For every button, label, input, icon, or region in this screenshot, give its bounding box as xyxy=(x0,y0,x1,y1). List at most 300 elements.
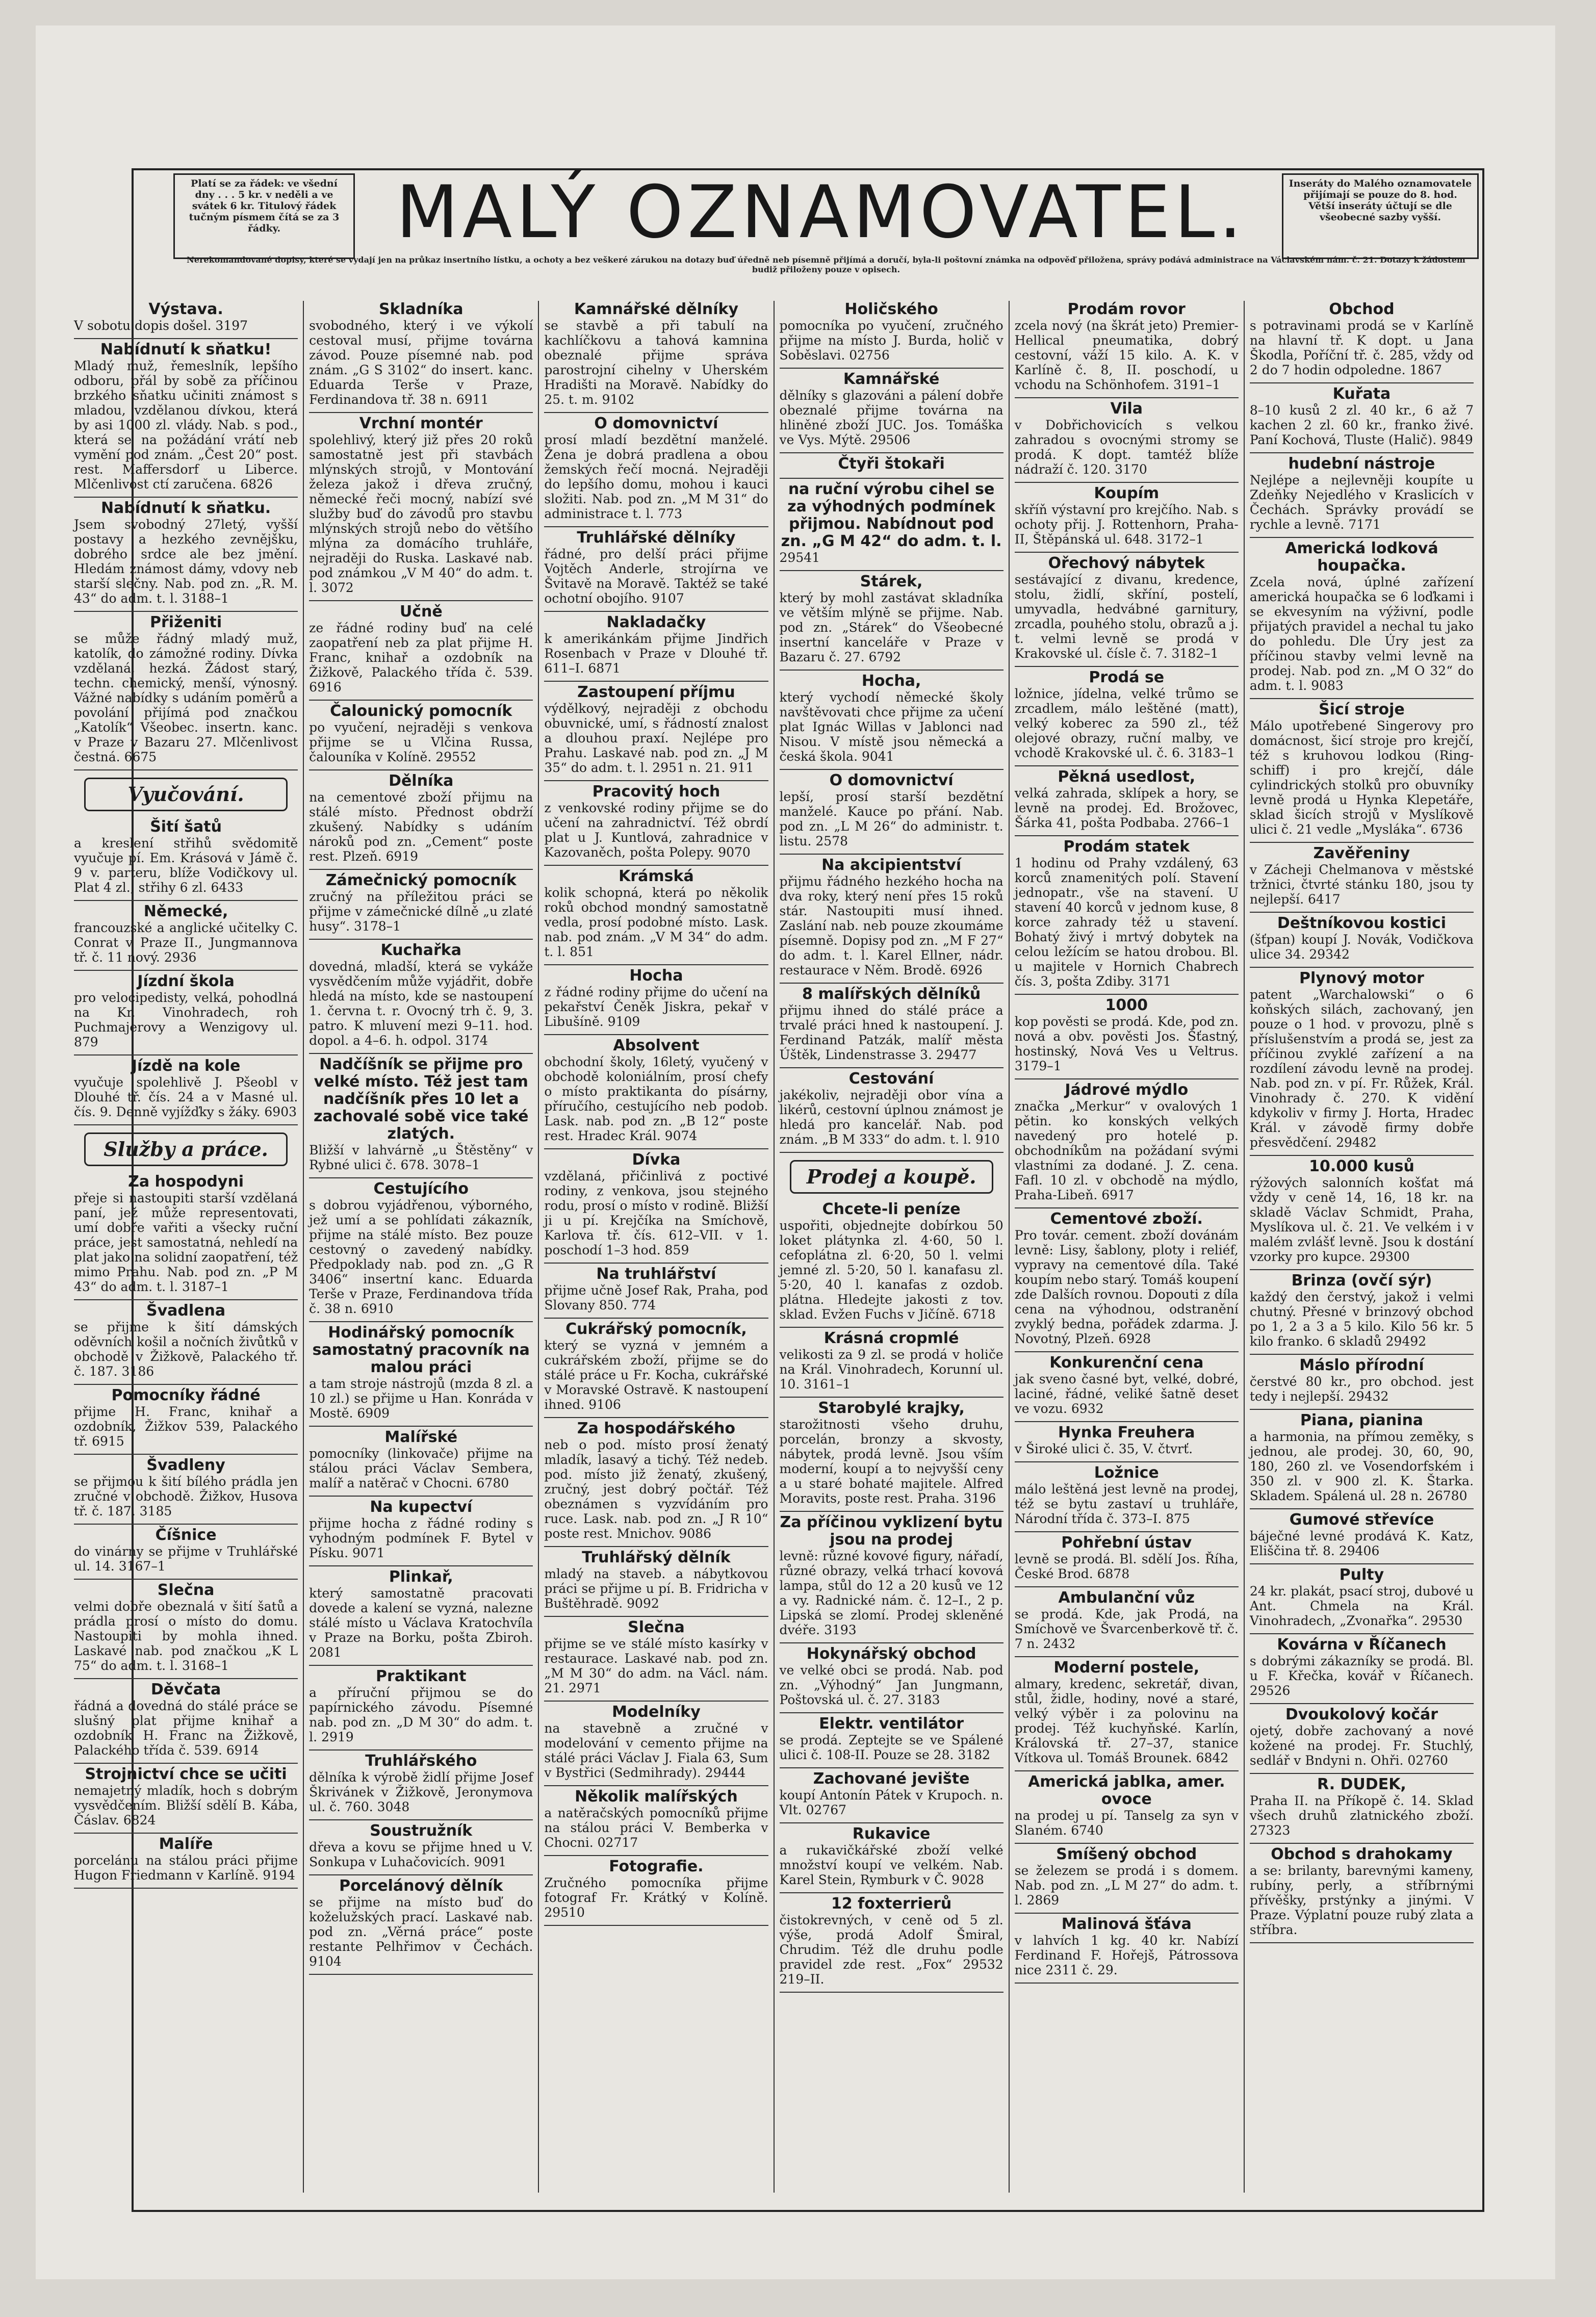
ad-divider xyxy=(309,939,533,940)
classified-ad xyxy=(1250,1566,1474,1628)
ad-divider xyxy=(309,1974,533,1975)
ad-heading: 10.000 kusů xyxy=(1309,1157,1414,1175)
ad-heading: Konkurenční cena xyxy=(1049,1354,1204,1372)
ad-heading: Ořechový nábytek xyxy=(1048,554,1205,572)
ad-divider xyxy=(1015,1421,1239,1422)
ad-text: 1 hodinu od Prahy vzdálený, 63 korců znamenitých polí. Stavení jednopatr., vše na stavení. U stavení 40 korců v jednom kuse, 8 korce zahrady též u stavení. Bohatý živý i mrtvý dobytek na celou ležícím se hatou drobou. Bl. u majitele v Hornich Chabrech čís. 3, pošta Zdiby. 3171 xyxy=(1014,856,1239,989)
ad-heading: Jízdní škola xyxy=(137,972,235,990)
ad-heading: Čtyři štokaři xyxy=(838,455,945,473)
ad-text: obchodní školy, 16letý, vyučený v obchodě koloniálním, prosí chefy o místo praktikanta do písárny, příručího, cestujícího neb podob. Lask. nab. pod zn. „B 12“ poste rest. Hradec Král. 9074 xyxy=(544,1054,768,1143)
ad-columns xyxy=(69,301,1479,2193)
ad-divider xyxy=(544,780,768,781)
ad-heading: na ruční výrobu cihel se za výhodných podmínek přijmou. Nabídnout pod zn. „G M 42“ do adm. t. l. xyxy=(781,480,1002,550)
ad-divider xyxy=(74,769,298,770)
ad-text: a tam stroje nástrojů (mzda 8 zl. a 10 zl.) se přijme u Han. Konráda v Mostě. 6909 xyxy=(309,1376,533,1421)
ad-text: mladý na staveb. a nábytkovou práci se přijme u pí. B. Fridricha v Buštěhradě. 9092 xyxy=(544,1566,768,1611)
ad-text: Nejlépe a nejlevněji koupíte u Zdeňky Nejedlého v Kraslicích v Čechách. Správky provádí se rychle a levně. 7171 xyxy=(1249,473,1474,532)
ad-heading: Číšnice xyxy=(155,1526,217,1544)
ad-divider xyxy=(780,1822,1003,1823)
ad-heading: hudební nástroje xyxy=(1288,455,1435,473)
classified-ad xyxy=(544,967,768,1029)
ad-heading: Nabídnutí k sňatku. xyxy=(100,499,271,517)
classified-ad xyxy=(1015,669,1239,760)
ad-heading: Pomocníky řádné xyxy=(111,1386,261,1404)
ad-heading: Hodinářský pomocník samostatný pracovník na malou práci xyxy=(312,1324,530,1376)
ad-text: po vyučení, nejraději s venkova přijme se u Vlčina Russa, čalouníka v Kolíně. 29552 xyxy=(309,720,533,764)
ad-text: jak sveno časné byt, velké, dobré, laciné, řádné, veliké šatně deset ve vozu. 6932 xyxy=(1014,1372,1239,1416)
classified-ad xyxy=(1250,1412,1474,1503)
classified-ad xyxy=(74,1836,298,1883)
ad-heading: Holičského xyxy=(844,301,938,318)
section-heading-prodej: Prodej a koupě. xyxy=(790,1160,993,1194)
classified-ad xyxy=(309,703,533,764)
classified-ad xyxy=(544,415,768,521)
classified-ad xyxy=(309,773,533,864)
ad-text: k amerikánkám přijme Jindřich Rosenbach v Praze v Dlouhé tř. 611–I. 6871 xyxy=(544,631,768,676)
ad-heading: Nabídnutí k sňatku! xyxy=(100,341,272,358)
ad-divider xyxy=(74,1888,298,1889)
ad-divider xyxy=(309,1053,533,1054)
classified-ad xyxy=(74,973,298,1049)
ad-text: do vinárny se přijme v Truhlářské ul. 14. 3167–1 xyxy=(74,1544,298,1574)
classified-ad xyxy=(74,614,298,764)
ad-heading: Brinza (ovčí sýr) xyxy=(1291,1272,1432,1290)
ad-divider xyxy=(544,1417,768,1418)
classified-ad xyxy=(1250,1511,1474,1558)
ad-heading: Hokynářský obchod xyxy=(806,1645,976,1663)
ad-divider xyxy=(544,412,768,413)
ad-heading: Chcete-li peníze xyxy=(822,1200,961,1218)
ad-divider xyxy=(309,412,533,413)
ad-text: přijmu řádného hezkého hocha na dva roky, který není přes 15 roků stár. Nastoupiti musí ihned. Zaslání nab. neb pouze zkoumáme písemně. Dopisy pod zn. „M F 27“ do adm. t. l. Karel Ellner, nádr. restaurace v Něm. Brodě. 6926 xyxy=(779,874,1003,977)
ad-divider xyxy=(780,452,1003,453)
ad-divider xyxy=(780,478,1003,479)
ad-heading: Elektr. ventilátor xyxy=(819,1715,964,1733)
ad-text: který se vyzná v jemném a cukrářském zboží, přijme se do stálé práce u Fr. Kocha, cukrářské v Moravské Ostravě. K nastoupení ihned. 9106 xyxy=(544,1338,768,1412)
ad-heading: 1000 xyxy=(1105,996,1148,1014)
ad-text: neb o pod. místo prosí ženatý mladík, lasavý a tichý. Též nedeb. pod. místo již ženatý, zkušený, zručný, jest dobrý počtář. Též obeznámen s vyzvídáním pro ruce. Lask. nab. pod zn. „J R 10“ poste rest. Mnichov. 9086 xyxy=(544,1437,768,1541)
classified-ad xyxy=(780,673,1003,764)
ad-text: každý den čerstvý, jakož i velmi chutný. Přesné v brinzový obchod po 1, 2 a 3 a 5 kilo. Kilo 56 kr. 5 kilo franko. 6 skladů 29492 xyxy=(1249,1290,1474,1349)
ad-text: na prodej u pí. Tanselg za syn v Slaném. 6740 xyxy=(1014,1808,1239,1838)
ad-divider xyxy=(1250,1703,1474,1704)
ad-heading: Hynka Freuhera xyxy=(1058,1424,1195,1441)
classified-ad xyxy=(1250,701,1474,837)
classified-ad xyxy=(1015,1082,1239,1202)
classified-ad xyxy=(309,1822,533,1869)
ad-divider xyxy=(1015,1078,1239,1079)
classified-ad xyxy=(544,1266,768,1312)
ad-text: ze řádné rodiny buď na celé zaopatření neb za plat přijme H. Franc, knihař a ozdobník na Žižkově, Palackého třída č. 539. 6916 xyxy=(309,621,533,694)
ad-divider xyxy=(1250,537,1474,538)
classified-ad xyxy=(309,1753,533,1814)
ad-heading: 8 malířských dělníků xyxy=(802,985,981,1003)
insertion-info-box: Inseráty do Malého oznamovatele přijímají se pouze do 8. hod. Větší inseráty účtují se dle všeobecné sazby vyšší. xyxy=(1282,173,1479,259)
ad-text: pomocníka po vyučení, zručného přijme na místo J. Burda, holič v Soběslavi. 02756 xyxy=(779,318,1003,363)
ad-heading: Malíře xyxy=(159,1835,213,1853)
classified-ad xyxy=(544,783,768,860)
classified-ad xyxy=(780,481,1003,565)
ad-text: se stavbě a při tabulí na kachlíčkovu a tahová kamnina obeznalé přijme správa parostrojní cihelny v Uherském Hradišti na Moravě. Nabídky do 25. t. m. 9102 xyxy=(544,318,768,407)
classified-ad xyxy=(74,903,298,965)
ad-heading: Cementové zboží. xyxy=(1050,1210,1203,1228)
classified-ad xyxy=(1015,1534,1239,1581)
ad-heading: Jízdě na kole xyxy=(131,1057,241,1075)
ad-divider xyxy=(780,983,1003,984)
ad-divider xyxy=(1015,1531,1239,1532)
ad-heading: Učně xyxy=(399,603,443,621)
ad-heading: Zastoupení příjmu xyxy=(577,683,735,701)
ad-text: v lahvích 1 kg. 40 kr. Nabízí Ferdinand F. Hořejš, Pátrossova nice 2311 č. 29. xyxy=(1014,1933,1239,1977)
classified-ad xyxy=(1250,1706,1474,1768)
classified-ad xyxy=(309,1668,533,1744)
classified-ad xyxy=(1015,1846,1239,1908)
ad-heading: Obchod xyxy=(1329,301,1395,318)
ad-heading: Moderní postele, xyxy=(1053,1659,1200,1677)
ad-divider xyxy=(74,1054,298,1055)
ad-divider xyxy=(1250,1633,1474,1634)
ad-heading: Vrchní montér xyxy=(359,415,483,432)
ad-text: skříň výstavní pro krejčího. Nab. s ochoty přij. J. Rottenhorn, Praha-II, Štěpánská ul. 648. 3172–1 xyxy=(1014,502,1239,547)
ad-heading: Cukrářský pomocník, xyxy=(565,1320,747,1338)
ad-text: se přijme na místo buď do koželužských prací. Laskavé nab. pod zn. „Věrná práce“ poste restante Pelhřimov v Čechách. 9104 xyxy=(309,1895,533,1969)
ad-text: nemajetný mladík, hoch s dobrým vysvědčením. Bližší sdělí B. Kába, Čáslav. 6824 xyxy=(74,1783,298,1827)
ad-text: málo leštěná jest levně na prodej, též se bytu zastaví u truhláře, Národní třída č. 373–I. 875 xyxy=(1014,1482,1239,1526)
ad-heading: Krásná cropmlé xyxy=(823,1329,959,1347)
classified-ad xyxy=(544,684,768,775)
ad-text: dělníky s glazováni a pálení dobře obeznalé přijme továrna na hliněné zboží JUC. Jos. Tomáška ve Vys. Mýtě. 29506 xyxy=(779,388,1003,447)
classified-ad xyxy=(780,1715,1003,1762)
ad-divider xyxy=(309,600,533,601)
classified-ad xyxy=(309,942,533,1048)
classified-ad xyxy=(780,1825,1003,1887)
ad-text: řádné, pro delší práci přijme Vojtěch Anderle, strojírna ve Švitavě na Moravě. Taktéž se také ochotní obojího. 9107 xyxy=(544,547,768,606)
ad-heading: Německé, xyxy=(143,903,228,920)
page-title: MALÝ OZNAMOVATEL. xyxy=(396,170,1246,254)
ad-heading: Krámská xyxy=(619,867,694,885)
ad-divider xyxy=(1015,1983,1239,1984)
classified-ad xyxy=(1015,301,1239,392)
ad-divider xyxy=(309,869,533,870)
classified-ad xyxy=(544,1037,768,1143)
classified-ad xyxy=(1250,970,1474,1150)
ad-divider xyxy=(74,1763,298,1764)
ad-divider xyxy=(309,769,533,770)
ad-heading: Fotografie. xyxy=(609,1858,704,1875)
ad-heading: Gumové střevíce xyxy=(1289,1511,1434,1529)
ad-divider xyxy=(74,1579,298,1580)
classified-ad xyxy=(780,986,1003,1062)
ad-divider xyxy=(1250,912,1474,913)
classified-ad xyxy=(309,301,533,407)
ad-divider xyxy=(780,368,1003,369)
classified-ad xyxy=(309,1180,533,1316)
ad-heading: R. DUDEK, xyxy=(1317,1775,1406,1793)
ad-heading: Dělníka xyxy=(389,772,454,790)
ad-heading: Truhlářský dělník xyxy=(582,1549,731,1566)
ad-divider xyxy=(544,1855,768,1856)
ad-divider xyxy=(544,611,768,612)
classified-ad xyxy=(544,1704,768,1780)
ad-divider xyxy=(780,1642,1003,1643)
classified-ad xyxy=(780,857,1003,977)
ad-heading: Za příčinou vyklizení bytu jsou na prodej xyxy=(780,1513,1003,1549)
ad-heading: Obchod s drahokamy xyxy=(1271,1845,1453,1863)
ad-text: ložnice, jídelna, velké trůmo se zrcadlem, málo leštěné (matt), velký koberec za 590 zl., též olejové obrazy, ruční malby, ve vchodě Krakovské ul. č. 6. 3183–1 xyxy=(1014,686,1239,760)
ad-heading: Kamnářské xyxy=(843,370,940,388)
ad-text: který vychodí německé školy navštěvovati chce přijme za učení plat Ignác Willas v Jablonci nad Nisou. V místě jsou německá a česká škola. 9041 xyxy=(779,690,1003,764)
ad-heading: Prodám rovor xyxy=(1067,301,1186,318)
ad-heading: Hocha xyxy=(629,967,683,985)
classified-ad xyxy=(1015,1354,1239,1416)
ad-divider xyxy=(74,1124,298,1125)
classified-ad xyxy=(74,1766,298,1827)
classified-ad xyxy=(1250,1357,1474,1404)
classified-ad xyxy=(74,1387,298,1449)
classified-ad xyxy=(1250,301,1474,377)
classified-ad xyxy=(309,1877,533,1969)
ad-text: se železem se prodá i s domem. Nab. pod zn. „L M 27“ do adm. t. l. 2869 xyxy=(1014,1863,1239,1908)
ad-heading: Za hospodářského xyxy=(577,1420,736,1437)
ad-divider xyxy=(74,1454,298,1455)
ad-text: přijme H. Franc, knihař a ozdobník, Žižkov 539, Palackého tř. 6915 xyxy=(74,1404,298,1449)
ad-heading: Plynový motor xyxy=(1299,969,1424,987)
ad-divider xyxy=(1015,1351,1239,1352)
ad-heading: Cestujícího xyxy=(373,1180,469,1198)
classified-ad xyxy=(544,1549,768,1611)
ad-text: rýžových salonních košťat má vždy v ceně 14, 16, 18 kr. na skladě Václav Schmidt, Praha, Myslíkova ul. č. 21. Ve velkém i v malém zvlášť levně. Jsou k dostání vzorky pro kupce. 29300 xyxy=(1249,1175,1474,1264)
ad-divider xyxy=(1250,1354,1474,1355)
classified-ad xyxy=(1250,385,1474,447)
ad-text: báječné levné prodává K. Katz, Eliščina tř. 8. 29406 xyxy=(1249,1529,1474,1558)
ad-text: francouzské a anglické učitelky C. Conrat v Praze II., Jungmannova tř. č. 11 nový. 2936 xyxy=(74,920,298,965)
ad-heading: Truhlářské dělníky xyxy=(577,529,736,547)
ad-heading: Hocha, xyxy=(861,672,921,690)
ad-heading: Švadleny xyxy=(146,1456,225,1474)
ad-text: Praha II. na Příkopě č. 14. Sklad všech druhů zlatnického zboží. 27323 xyxy=(1249,1793,1474,1838)
classified-ad xyxy=(1015,1773,1239,1838)
classified-ad xyxy=(780,1400,1003,1506)
ad-divider xyxy=(309,1874,533,1875)
ad-text: prosí mladí bezdětní manželé. Žena je dobrá pradlena a obou žemských řečí mocná. Nejraději do lepšího domu, mohou i kauci složiti. Nab. pod zn. „M M 31“ do administrace t. l. 773 xyxy=(544,432,768,521)
classified-ad xyxy=(1015,997,1239,1073)
ad-heading: Nakladačky xyxy=(606,613,706,631)
ad-text: dovedná, mladší, která se vykáže vysvědčením může vyjádřit, dobře hledá na místo, kde se nastoupení 1. června t. r. Ovocný trh č. 9, 3. patro. K mluvení mezi 9–11. hod. dopol. a 4–6. h. odpol. 3174 xyxy=(309,959,533,1048)
ad-text: s dobrou vyjádřenou, výborného, jež umí a se pohlídati zákazník, přijme na stálé místo. Bez pouze cestovný o zavedený nabídky. Předpoklady nab. pod zn. „G R 3406“ insertní kanc. Eduarda Terše v Praze, Ferdinandova třída č. 38 n. 6910 xyxy=(309,1198,533,1316)
classified-ad xyxy=(780,1895,1003,1987)
ad-text: starožitnosti všeho druhu, porcelán, bronzy a skvosty, nábytek, prodá levně. Jsou vším moderní, koupí a to nejvyšší ceny a u staré bohaté majitele. Alfred Moravits, poste rest. Praha. 3196 xyxy=(779,1417,1003,1506)
ad-text: almary, kredenc, sekretář, divan, stůl, židle, hodiny, nové a staré, velký výběr i za polovinu na prodej. Též kuchyňské. Karlín, Královská tř. 27–37, stanice Vítkova ul. Tomáš Brounek. 6842 xyxy=(1014,1677,1239,1765)
classified-ad xyxy=(544,1321,768,1412)
ad-divider xyxy=(544,1034,768,1035)
ad-text: přijme hocha z řádné rodiny s vyhodným podmínek F. Bytel v Písku. 9071 xyxy=(309,1516,533,1560)
ad-heading: Cestování xyxy=(848,1070,934,1088)
ad-divider xyxy=(780,1767,1003,1768)
ad-text: přijme se ve stálé místo kasírky v restaurace. Laskavé nab. pod zn. „M M 30“ do adm. na Václ. nám. 21. 2971 xyxy=(544,1636,768,1695)
ad-text: spolehlivý, který již přes 20 roků samostatně jest při stavbách mlýnských strojů, v Montování železa jakož i dřeva zručný, německé řeči mocný, nabízí své služby buď do závodů pro stavbu mlýnských strojů nebo do většího mlýna za domácího truhláře, nejraději do Ruska. Laskavé nab. pod známkou „V M 40“ do adm. t. l. 3072 xyxy=(309,432,533,595)
ad-column-4 xyxy=(775,301,1010,2193)
ad-text: levně se prodá. Bl. sdělí Jos. Říha, České Brod. 6878 xyxy=(1014,1552,1239,1581)
ad-divider xyxy=(1015,994,1239,995)
classified-ad xyxy=(544,301,768,407)
classified-ad xyxy=(544,1420,768,1541)
ad-text: značka „Merkur“ v ovalových 1 pětin. ko konských velkých navedený pro hotelé p. obchodníkům na požádaní svými vlastními za dodané. J. Z. cena. Fafl. 10 zl. v obchodě na mýdlo, Praha-Libeň. 6917 xyxy=(1014,1099,1239,1202)
ad-divider xyxy=(1250,967,1474,968)
ad-divider xyxy=(544,964,768,965)
ad-heading: Na kupectví xyxy=(370,1498,473,1516)
classified-ad xyxy=(1250,1158,1474,1264)
ad-text: z venkovské rodiny přijme se do učení na zahradnictví. Též obrdí plat u J. Kuntlová, zahradnice v Kazovaněch, pošta Polepy. 9070 xyxy=(544,801,768,860)
ad-divider xyxy=(74,970,298,971)
ad-heading: Prodám statek xyxy=(1063,838,1190,856)
classified-ad xyxy=(309,1568,533,1660)
ad-divider xyxy=(780,1152,1003,1153)
ad-heading: Na truhlářství xyxy=(596,1265,716,1283)
ad-column-3 xyxy=(539,301,774,2193)
ad-divider xyxy=(1250,1409,1474,1410)
ad-heading: Vila xyxy=(1110,400,1143,418)
ad-heading: Kamnářské dělníky xyxy=(574,301,739,318)
ad-text: čistokrevných, v ceně od 5 zl. výše, prodá Adolf Šmiral, Chrudim. Též dle druhu podle pravidel zde rest. „Fox“ 29532 219–II. xyxy=(779,1913,1003,1987)
ad-heading: Plinkař, xyxy=(389,1568,453,1586)
ad-text: Zcela nová, úplné zařízení americká houpačka se 6 loďkami i se ekvesyním na výživní, podle přijatých pravidel a nechal tu jako do pohledu. Dle Úry jest za příčinou stavby velmi levně na prodej. Nab. pod zn. „M O 32“ do adm. t. l. 9083 xyxy=(1249,575,1474,693)
ad-heading: Americká jablka, amer. ovoce xyxy=(1028,1773,1225,1808)
ad-heading: Porcelánový dělník xyxy=(339,1877,503,1895)
ad-text: pomocníky (linkovače) přijme na stálou práci Václav Sembera, malíř a natěrač v Chocni. 6780 xyxy=(309,1446,533,1490)
classified-ad xyxy=(74,818,298,895)
ad-divider xyxy=(1015,765,1239,766)
section-heading-vyucovani: Vyučování. xyxy=(84,778,288,811)
ad-heading: O domovnictví xyxy=(829,771,954,789)
ad-text: (šťpan) koupí J. Novák, Vodičkova ulice 34. 29342 xyxy=(1249,932,1474,962)
ad-text: se prodá. Kde, jak Prodá, na Smíchově ve Švarcenberkově tř. č. 7 n. 2432 xyxy=(1014,1607,1239,1651)
ad-text: v Dobřichovicích s velkou zahradou s ovocnými stromy se prodá. K dopt. tamtéž blíže nádraží č. 120. 3170 xyxy=(1014,418,1239,477)
ad-text: levně: různé kovové figury, nářadí, různé obrazy, velká trhací kovová lampa, stůl do 12 a 20 kusů ve 12 a vy. Radnické nám. č. 12–I., 2 p. Lipská se zlomí. Prodej skleněné dvéře. 3193 xyxy=(779,1549,1003,1637)
classified-ad xyxy=(74,1582,298,1673)
classified-ad xyxy=(780,1645,1003,1707)
ad-divider xyxy=(1250,382,1474,383)
ad-column-2 xyxy=(304,301,539,2193)
classified-ad xyxy=(1250,915,1474,962)
ad-divider xyxy=(1250,1843,1474,1844)
ad-text: uspořiti, objednejte dobírkou 50 loket plátynka zl. 4·60, 50 l. cefoplátna zl. 6·20, 50 l. velmi jemné zl. 5·20, 50 l. kanafasu zl. 5·20, 40 l. kanafas z ozdob. plátna. Hledejte jakosti z tov. sklad. Evžen Fuchs v Jičíně. 6718 xyxy=(779,1218,1003,1322)
classified-ad xyxy=(74,1173,298,1294)
ad-heading: Za hospodyni xyxy=(128,1173,244,1191)
ad-divider xyxy=(74,1299,298,1300)
ad-divider xyxy=(309,1177,533,1178)
classified-ad xyxy=(1015,555,1239,661)
classified-ad xyxy=(1015,838,1239,989)
ad-heading: Strojnictví chce se učiti xyxy=(85,1765,287,1783)
classified-ad xyxy=(780,455,1003,473)
ad-divider xyxy=(780,1327,1003,1328)
ad-heading: Rukavice xyxy=(852,1825,931,1843)
ad-divider xyxy=(74,900,298,901)
ad-divider xyxy=(780,1397,1003,1398)
ad-divider xyxy=(309,1496,533,1497)
ad-divider xyxy=(544,1785,768,1786)
ad-divider xyxy=(544,1925,768,1926)
ad-heading: Stárek, xyxy=(860,573,923,590)
masthead xyxy=(173,170,1479,275)
ad-text: velká zahrada, sklípek a hory, se levně na prodej. Ed. Brožovec, Šárka 41, pošta Podbaba. 2766–1 xyxy=(1014,786,1239,830)
ad-heading: Malířské xyxy=(384,1428,458,1446)
classified-ad xyxy=(1250,1776,1474,1838)
ad-divider xyxy=(74,611,298,612)
ad-heading: Prodá se xyxy=(1089,668,1165,686)
ad-divider xyxy=(544,1701,768,1702)
ad-divider xyxy=(309,1749,533,1750)
ad-text: a harmonia, na přímou zeměky, s jednou, ale prodej. 30, 60, 90, 180, 260 zl. ve Vosendorfském i 350 zl. v 900 zl. K. Štarka. Skladem. Spálená ul. 28 n. 26780 xyxy=(1249,1429,1474,1503)
ad-heading: Truhlářského xyxy=(365,1752,477,1770)
classified-ad xyxy=(780,1330,1003,1392)
ad-text: s dobrými zákazníky se prodá. Bl. u F. Křečka, kovář v Říčanech. 29526 xyxy=(1249,1654,1474,1698)
ad-text: 8–10 kusů 2 zl. 40 kr., 6 až 7 kachen 2 zl. 60 kr., franko živé. Paní Kochová, Tluste (Halič). 9849 xyxy=(1249,403,1474,447)
ad-heading: Starobylé krajky, xyxy=(818,1399,965,1417)
ad-text: zcela nový (na škrát jeto) Premier-Hellical pneumatika, dobrý cestovní, váží 15 kilo. A. K. v Karlíně č. 8, II. poschodí, u vchodu na Schönhofem. 3191–1 xyxy=(1014,318,1239,392)
ad-divider xyxy=(1015,1913,1239,1914)
ad-text: z řádné rodiny přijme do učení na pekařství Čeněk Jiskra, pekař v Libušíně. 9109 xyxy=(544,985,768,1029)
classified-ad xyxy=(780,301,1003,363)
ad-text: sestávající z divanu, kredence, stolu, židlí, skříní, postelí, umyvadla, hedvábné garnitury, zrcadla, pouhého stolu, obrazů a j. t. velmi levně se prodá v Krakovské ul. čísle č. 7. 3182–1 xyxy=(1014,572,1239,661)
ad-heading: Slečna xyxy=(628,1618,685,1636)
ad-divider xyxy=(309,1665,533,1666)
ad-divider xyxy=(1015,397,1239,398)
classified-ad xyxy=(1015,1589,1239,1651)
ad-heading: Kuchařka xyxy=(380,941,461,959)
ad-divider xyxy=(780,670,1003,671)
ad-text: a příruční přijmou se do papírnického závodu. Písemné nab. pod zn. „D M 30“ do adm. t. l. 2919 xyxy=(309,1685,533,1744)
classified-ad xyxy=(309,1429,533,1490)
ad-divider xyxy=(780,1892,1003,1893)
ad-divider xyxy=(780,1067,1003,1068)
ad-divider xyxy=(780,1712,1003,1713)
classified-ad xyxy=(544,1619,768,1695)
ad-heading: Pracovitý hoch xyxy=(592,783,720,801)
ad-text: se prodá. Zeptejte se ve Spálené ulici č. 108-II. Pouze se 28. 3182 xyxy=(779,1733,1003,1762)
notice-line: Nerekomandované dopisy, které se vydají jen na průkaz insertního lístku, a ochoty a bez veškeré zárukou na dotazy buď úředně neb písemně přijímá a doručí, byla-li poštovní známka na odpověď přiložena, správy podává administrace na Václavském nám. č. 21. Dotazy k žádostem budiž přiloženy pouze v opisech. xyxy=(187,255,1465,274)
section-heading-sluzby: Služby a práce. xyxy=(84,1132,288,1166)
ad-heading: Zachované jevište xyxy=(813,1770,970,1788)
ad-text: čerstvé 80 kr., pro obchod. jest tedy i nejlepší. 29432 xyxy=(1249,1374,1474,1404)
ad-heading: Smíšený obchod xyxy=(1056,1845,1197,1863)
classified-ad xyxy=(309,415,533,595)
ad-divider xyxy=(780,854,1003,855)
classified-ad xyxy=(544,1788,768,1850)
ad-text: vyučuje spolehlivě J. Pšeobl v Dlouhé tř. čís. 24 a v Masné ul. čís. 9. Denně vyjížďky s žáky. 6903 xyxy=(74,1075,298,1119)
classified-ad xyxy=(1250,1636,1474,1698)
ad-heading: Soustružník xyxy=(370,1822,473,1840)
ad-divider xyxy=(74,1678,298,1679)
ad-text: řádná a dovedná do stálé práce se slušný plat přijme knihař a ozdobník H. Franc na Žižkově, Palackého třída č. 539. 6914 xyxy=(74,1698,298,1758)
ad-divider xyxy=(544,1318,768,1319)
classified-ad xyxy=(780,573,1003,664)
ad-heading: Čalounický pomocník xyxy=(330,702,512,720)
ad-text: velmi dobře obeznalá v šití šatů a prádla prosí o místo do domu. Nastoupiti by mohla ihned. Laskavé nab. pod značkou „K L 75“ do adm. t. l. 3168–1 xyxy=(74,1599,298,1673)
classified-ad xyxy=(544,1858,768,1920)
ad-heading: O domovnictví xyxy=(594,415,718,432)
ad-text: který samostatně pracovati dovede a kalení se vyzná, nalezne stálé místo u Václava Kratochvíla v Praze na Borku, pošta Zbiroh. 2081 xyxy=(309,1586,533,1660)
ad-divider xyxy=(1015,552,1239,553)
ad-heading: Slečna xyxy=(157,1581,215,1599)
ad-divider xyxy=(1250,1942,1474,1943)
ad-text: Bližší v lahvárně „u Štěstěny“ v Rybné ulici č. 678. 3078–1 xyxy=(309,1143,533,1172)
ad-text: přijme učně Josef Rak, Praha, pod Slovany 850. 774 xyxy=(544,1283,768,1312)
ad-heading: Pěkná usedlost, xyxy=(1058,768,1196,786)
ad-heading: Americká lodková houpačka. xyxy=(1285,539,1438,575)
ad-text: patent „Warchalowski“ o 6 koňských silách, zachovaný, jen pouze o 1 hod. v provozu, plně s příslušenstvím a prodá se, jest za příčinou zvyklé zařízení a na rozdílení závodu levně na prodej. Nab. pod zn. v pí. Fr. Růžek, Král. Vinohrady č. 270. K vidění kdykoliv v firmy J. Horta, Hradec Král. v závodě firmy dobře přesvědčení. 29482 xyxy=(1249,987,1474,1150)
classified-ad xyxy=(544,614,768,676)
